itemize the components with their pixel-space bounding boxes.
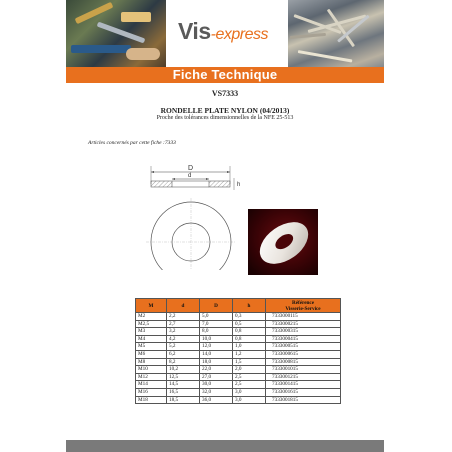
- cell-d: 6,2: [167, 350, 200, 358]
- table-row: [136, 388, 341, 396]
- cell-h: 0,8: [233, 328, 266, 336]
- washer-technical-drawing: [140, 150, 250, 270]
- product-subtitle: Proche des tolérances dimensionnelles de la NFE 25-513: [156, 115, 294, 121]
- cell-m: M8: [136, 358, 167, 366]
- table-header-row: [136, 299, 341, 313]
- cell-D: 27,0: [200, 373, 233, 381]
- col-header-m: M: [136, 299, 167, 313]
- cell-m: M4: [136, 335, 167, 343]
- cell-d: 10,2: [167, 366, 200, 374]
- cell-m: M2: [136, 313, 167, 321]
- col-header-D: D: [200, 299, 233, 313]
- col-header-h: h: [233, 299, 266, 313]
- dimensions-table: [135, 298, 341, 404]
- cell-reference: 7333001415: [266, 381, 341, 389]
- inner-diameter-label: d: [188, 173, 192, 179]
- cell-h: 2,5: [233, 381, 266, 389]
- footer-bar: [66, 440, 384, 452]
- cell-h: 2,0: [233, 366, 266, 374]
- cell-D: 32,0: [200, 388, 233, 396]
- cell-h: 1,5: [233, 358, 266, 366]
- cell-d: 16,5: [167, 388, 200, 396]
- outer-diameter-label: D: [188, 165, 194, 172]
- table-row: [136, 381, 341, 389]
- cell-m: M6: [136, 350, 167, 358]
- cell-reference: 7333000615: [266, 350, 341, 358]
- cell-D: 18,0: [200, 358, 233, 366]
- cell-D: 12,0: [200, 343, 233, 351]
- cell-h: 0,8: [233, 335, 266, 343]
- cell-reference: 7333001015: [266, 366, 341, 374]
- table-row: [136, 343, 341, 351]
- cell-D: 8,0: [200, 328, 233, 336]
- cell-reference: 7333001815: [266, 396, 341, 404]
- cell-D: 30,0: [200, 381, 233, 389]
- cell-h: 1,0: [233, 343, 266, 351]
- height-label: h: [237, 182, 241, 188]
- cell-m: M16: [136, 388, 167, 396]
- cell-reference: 7333001215: [266, 373, 341, 381]
- col-header-reference: Référence Visserie-Service: [266, 299, 341, 313]
- cell-d: 18,5: [167, 396, 200, 404]
- cell-reference: 7333000515: [266, 343, 341, 351]
- cell-D: 22,0: [200, 366, 233, 374]
- cell-d: 5,2: [167, 343, 200, 351]
- product-reference: VS7333: [211, 89, 239, 98]
- cell-h: 1,2: [233, 350, 266, 358]
- cell-m: M14: [136, 381, 167, 389]
- cell-d: 14,5: [167, 381, 200, 389]
- table-row: [136, 366, 341, 374]
- cell-reference: 7333000115: [266, 313, 341, 321]
- cell-reference: 7333000815: [266, 358, 341, 366]
- tools-photo: [66, 0, 166, 69]
- cell-m: M12: [136, 373, 167, 381]
- cell-reference: 7333000215: [266, 320, 341, 328]
- cell-d: 2,2: [167, 313, 200, 321]
- cell-h: 0,3: [233, 313, 266, 321]
- fiche-technique-label: Fiche Technique: [172, 67, 278, 82]
- cell-reference: 7333000415: [266, 335, 341, 343]
- cell-reference: 7333000315: [266, 328, 341, 336]
- cell-D: 10,0: [200, 335, 233, 343]
- cell-m: M18: [136, 396, 167, 404]
- cell-h: 3,0: [233, 396, 266, 404]
- header-banner: [66, 0, 384, 69]
- table-row: [136, 396, 341, 404]
- cell-d: 4,2: [167, 335, 200, 343]
- product-title: RONDELLE PLATE NYLON (04/2013): [160, 106, 290, 115]
- cell-D: 36,0: [200, 396, 233, 404]
- table-row: [136, 350, 341, 358]
- articles-note: Articles concernés par cette fiche :7333: [88, 140, 176, 146]
- cell-D: 5,0: [200, 313, 233, 321]
- cell-h: 3,0: [233, 388, 266, 396]
- table-row: [136, 335, 341, 343]
- cell-m: M3: [136, 328, 167, 336]
- cell-D: 14,0: [200, 350, 233, 358]
- cell-h: 2,5: [233, 373, 266, 381]
- cell-d: 3,2: [167, 328, 200, 336]
- cell-m: M2,5: [136, 320, 167, 328]
- cell-m: M5: [136, 343, 167, 351]
- cell-D: 7,0: [200, 320, 233, 328]
- col-header-d: d: [167, 299, 200, 313]
- washer-photo: [248, 209, 318, 275]
- cell-d: 12,5: [167, 373, 200, 381]
- cell-m: M10: [136, 366, 167, 374]
- table-row: [136, 358, 341, 366]
- fiche-technique-bar: [66, 67, 384, 83]
- cell-h: 0,5: [233, 320, 266, 328]
- table-row: [136, 373, 341, 381]
- cell-reference: 7333001615: [266, 388, 341, 396]
- table-row: [136, 320, 341, 328]
- screws-photo: [288, 0, 384, 69]
- cell-d: 8,2: [167, 358, 200, 366]
- table-row: [136, 313, 341, 321]
- table-row: [136, 328, 341, 336]
- cell-d: 2,7: [167, 320, 200, 328]
- brand-logo: Vis-express: [178, 18, 268, 44]
